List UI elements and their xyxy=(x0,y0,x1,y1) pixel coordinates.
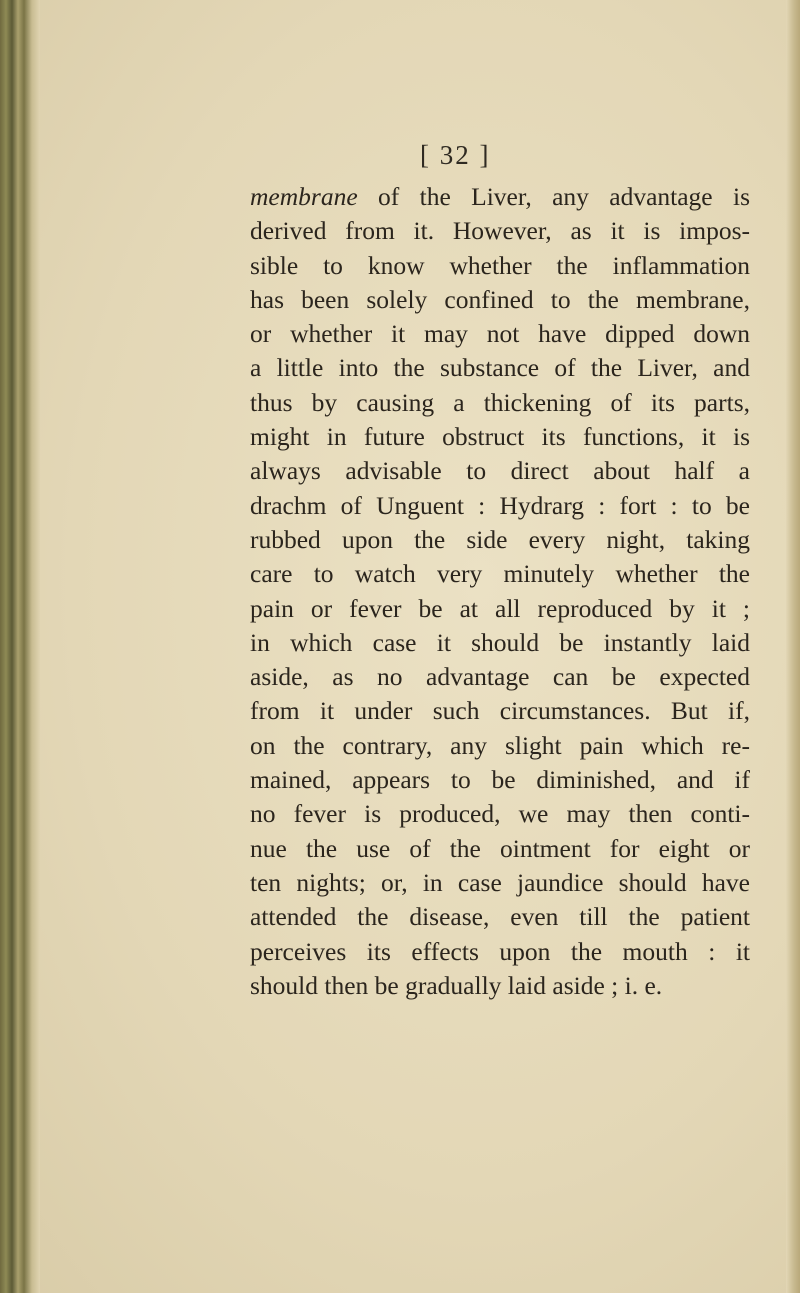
text-line: has been solely confined to the membrane, xyxy=(250,284,750,314)
text-line: on the contrary, any slight pain which re- xyxy=(250,730,750,760)
text-line: always advisable to direct about half a xyxy=(250,456,750,486)
text-line: derived from it. However, as it is impos- xyxy=(250,216,750,246)
text-line: nue the use of the ointment for eight or xyxy=(250,833,750,863)
text-line: from it under such circumstances. But if, xyxy=(250,696,750,726)
text-line: a little into the substance of the Liver, and xyxy=(250,353,750,383)
text-line: ten nights; or, in case jaundice should have xyxy=(250,867,750,897)
text-line: aside, as no advantage can be expected xyxy=(250,662,750,692)
binding-edge xyxy=(0,0,40,1293)
text-line: rubbed upon the side every night, taking xyxy=(250,524,750,554)
text-line: mained, appears to be diminished, and if xyxy=(250,765,750,795)
text-line: in which case it should be instantly laid xyxy=(250,627,750,657)
text-line xyxy=(250,180,750,214)
text-line: might in future obstruct its functions, it is xyxy=(250,422,750,452)
text-line: drachm of Unguent : Hydrarg : fort : to be xyxy=(250,490,750,520)
italic-word: membrane xyxy=(250,182,358,211)
text-line: no fever is produced, we may then conti- xyxy=(250,799,750,829)
page-number: [ 32 ] xyxy=(420,140,491,170)
text-line: perceives its effects upon the mouth : it xyxy=(250,936,750,966)
text-line: thus by causing a thickening of its parts, xyxy=(250,387,750,417)
text-line: attended the disease, even till the patient xyxy=(250,902,750,932)
text-line: should then be gradually laid aside ; i. e. xyxy=(250,970,663,1000)
text-line: pain or fever be at all reproduced by it ; xyxy=(250,593,750,623)
text-line: sible to know whether the inflammation xyxy=(250,250,750,280)
text-line-rest: of the Liver, any advantage is xyxy=(357,182,750,211)
body-text xyxy=(250,180,750,1003)
text-line: or whether it may not have dipped down xyxy=(250,319,750,349)
page-edge xyxy=(786,0,800,1293)
text-line: care to watch very minutely whether the xyxy=(250,559,750,589)
